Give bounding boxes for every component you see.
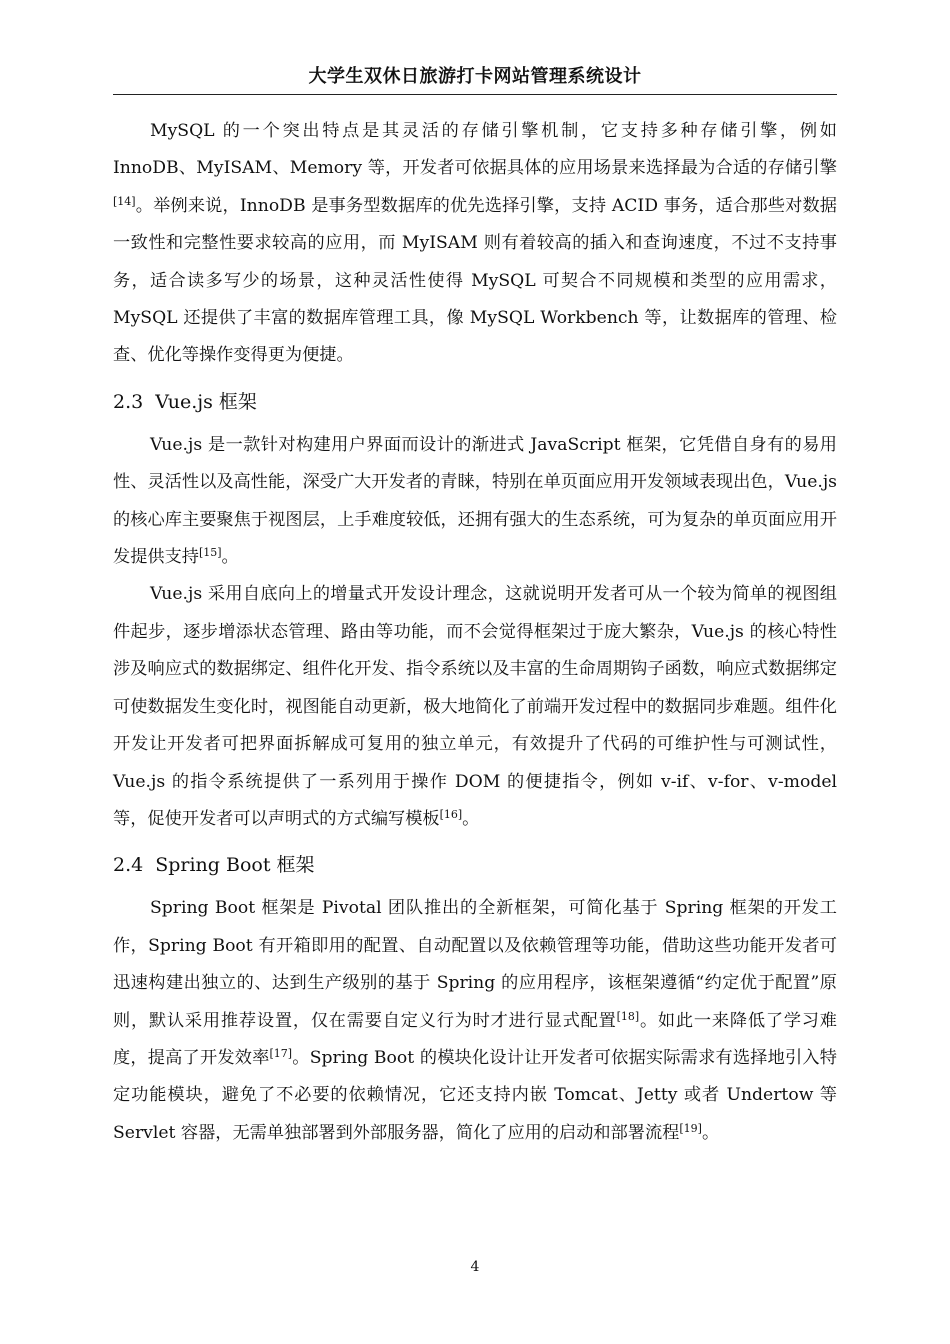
paragraph-text: Spring Boot 框架是 Pivotal 团队推出的全新框架，可简化基于 Spring 框架的开发工作，Spring Boot 有开箱即用的配置、自动配置以及依赖管理等功能，借助这些功能开发者可迅速构建出独立的、达到生产级别的基于 Spring 的应用程序，该框架遵循“约定优于配置”原则，默认采用推荐设置，仅在需要自定义行为时才进行显式配置: [113, 898, 837, 1031]
citation-16: [16]: [439, 807, 463, 821]
paragraph-text: 。: [221, 547, 239, 568]
paragraph-text: 。举例来说，InnoDB 是事务型数据库的优先选择引擎，支持 ACID 事务，适合那些对数据一致性和完整性要求较高的应用，而 MyISAM 则有着较高的插入和查询速度，不过不支持事务，适合读多写少的场景，这种灵活性使得 MySQL 可契合不同规模和类型的应用需求，MySQL 还提供了丰富的数据库管理工具，像 MySQL Workbench 等，让数据库的管理、检查、优化等操作变得更为便捷。: [113, 195, 837, 366]
paragraph-text: MySQL 的一个突出特点是其灵活的存储引擎机制，它支持多种存储引擎，例如 InnoDB、MyISAM、Memory 等，开发者可依据具体的应用场景来选择最为合适的存储引擎: [113, 121, 837, 179]
section-title: Vue.js 框架: [155, 390, 257, 413]
paragraph-text: 。Spring Boot 的模块化设计让开发者可依据实际需求有选择地引入特定功能模块，避免了不必要的依赖情况，它还支持内嵌 Tomcat、Jetty 或者 Undertow 等 Servlet 容器，无需单独部署到外部服务器，简化了应用的启动和部署流程: [113, 1047, 837, 1143]
citation-15: [15]: [198, 546, 222, 560]
paragraph-mysql-storage-engines: [113, 113, 837, 375]
section-number: 2.3: [113, 390, 144, 413]
citation-18: [18]: [616, 1009, 640, 1023]
body-content: [113, 113, 837, 1152]
citation-17: [17]: [269, 1046, 293, 1060]
section-number: 2.4: [113, 854, 144, 877]
paragraph-text: 。: [701, 1122, 720, 1143]
page-number: 4: [470, 1259, 480, 1275]
section-title: Spring Boot 框架: [155, 854, 315, 877]
paragraph-vuejs-intro: [113, 427, 837, 577]
citation-14: [14]: [113, 194, 136, 208]
paragraph-text: Vue.js 采用自底向上的增量式开发设计理念，这就说明开发者可从一个较为简单的视图组件起步，逐步增添状态管理、路由等功能，而不会觉得框架过于庞大繁杂，Vue.js 的核心特性涉及响应式的数据绑定、组件化开发、指令系统以及丰富的生命周期钩子函数，响应式数据绑定可使数据发生变化时，视图能自动更新，极大地简化了前端开发过程中的数据同步难题。组件化开发让开发者可把界面拆解成可复用的独立单元，有效提升了代码的可维护性与可测试性，Vue.js 的指令系统提供了一系列用于操作 DOM 的便捷指令，例如 v-if、v-for、v-model 等，促使开发者可以声明式的方式编写模板: [113, 584, 837, 829]
citation-19: [19]: [679, 1121, 702, 1135]
paragraph-spring-boot: [113, 890, 837, 1152]
paragraph-text: 。如此一来降低了学习难度，提高了开发效率: [113, 1010, 837, 1068]
running-header: 大学生双休日旅游打卡网站管理系统设计: [308, 66, 642, 87]
paragraph-text: 。: [462, 808, 480, 829]
paragraph-vuejs-features: [113, 576, 837, 838]
section-heading-vuejs: [113, 381, 837, 423]
header-rule: [113, 94, 837, 95]
section-heading-spring-boot: [113, 844, 837, 886]
paragraph-text: Vue.js 是一款针对构建用户界面而设计的渐进式 JavaScript 框架，它凭借自身有的易用性、灵活性以及高性能，深受广大开发者的青睐，特别在单页面应用开发领域表现出色，Vue.js 的核心库主要聚焦于视图层，上手难度较低，还拥有强大的生态系统，可为复杂的单页面应用开发提供支持: [113, 434, 837, 568]
